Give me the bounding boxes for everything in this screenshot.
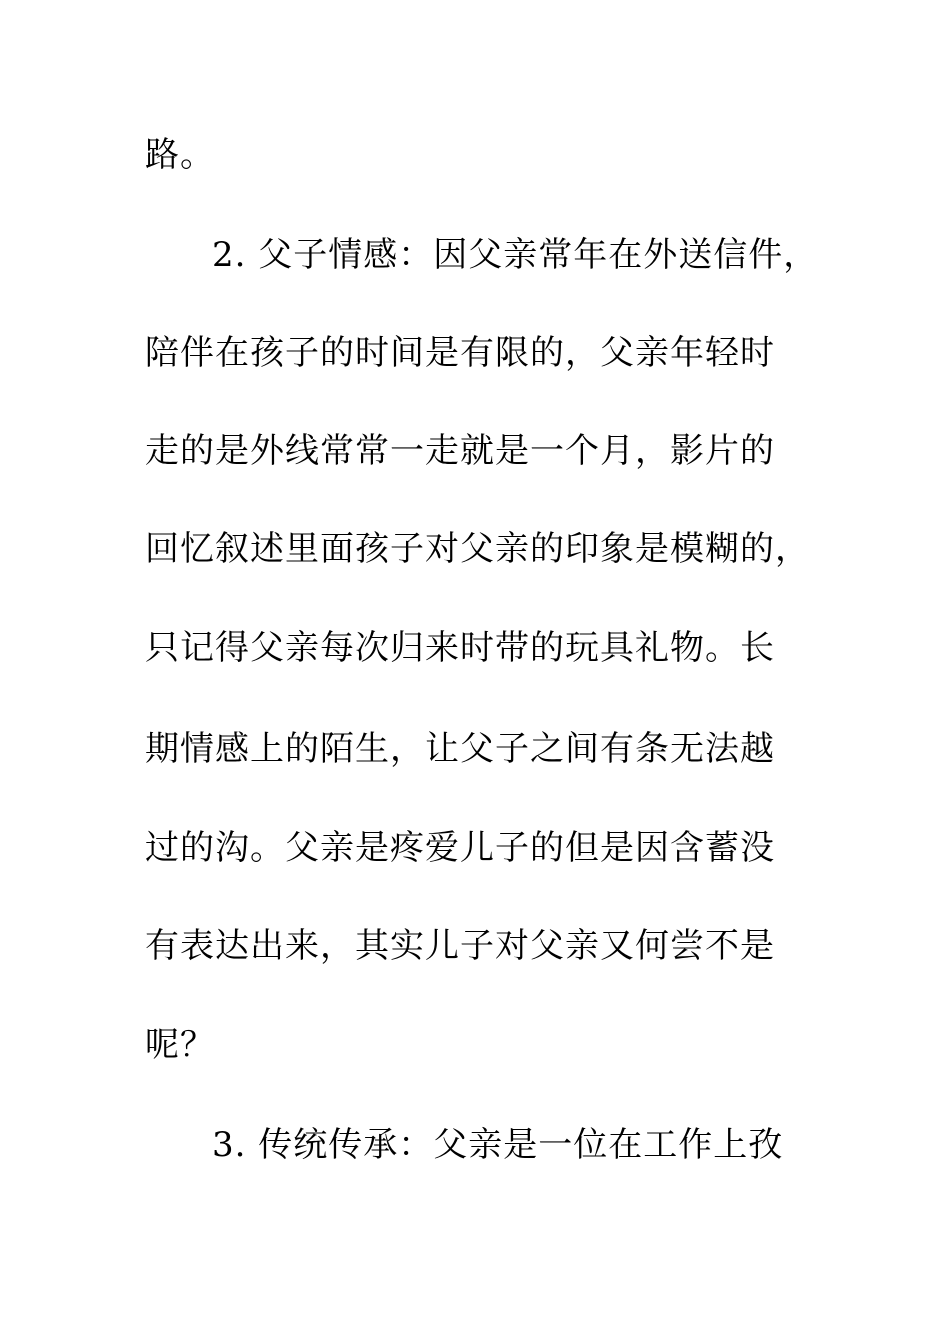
text-line: 陪伴在孩子的时间是有限的，父亲年轻时 [145,333,775,373]
paragraph-start-line: 2. 父子情感：因父亲常年在外送信件， [212,235,819,275]
text-line: 呢？ [145,1025,215,1065]
text-line: 路。 [145,135,215,175]
text-line: 过的沟。父亲是疼爱儿子的但是因含蓄没 [145,828,775,868]
text-line: 走的是外线常常一走就是一个月，影片的 [145,431,775,471]
text-line: 只记得父亲每次归来时带的玩具礼物。长 [145,628,775,668]
text-line: 有表达出来，其实儿子对父亲又何尝不是 [145,926,775,966]
text-line: 期情感上的陌生，让父子之间有条无法越 [145,729,775,769]
text-line: 回忆叙述里面孩子对父亲的印象是模糊的， [145,529,810,569]
paragraph-start-line: 3. 传统传承：父亲是一位在工作上孜 [212,1125,784,1165]
